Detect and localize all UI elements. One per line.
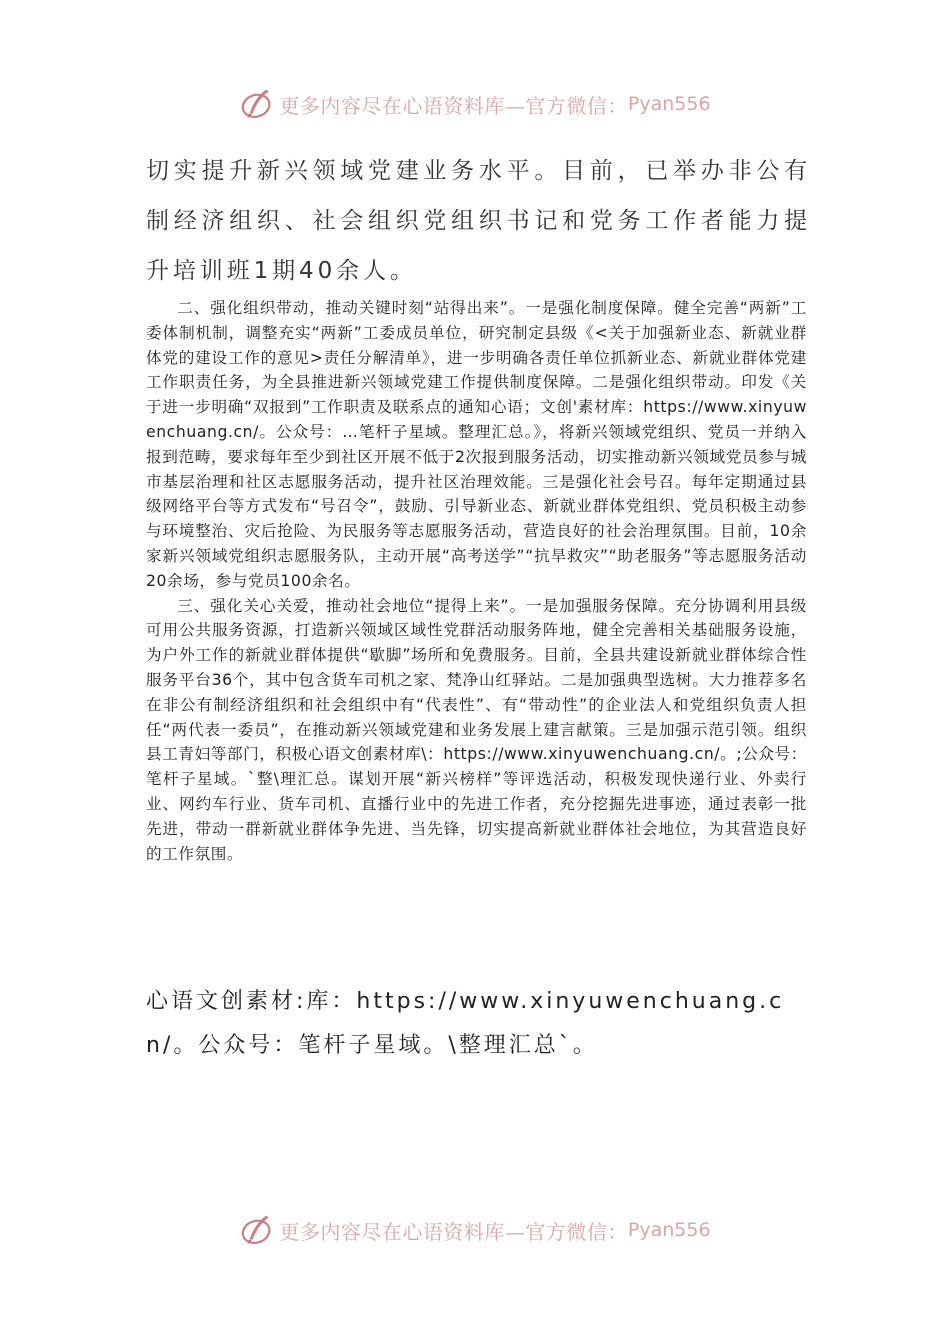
document-body — [146, 296, 807, 866]
paragraph-section-three: 三、强化关心关爱，推动社会地位“提得上来”。一是加强服务保障。充分协调利用县级可用公共服务资源，打造新兴领域区域性党群活动服务阵地，健全完善相关基础服务设施，为户外工作的新就业群体提供“歇脚”场所和免费服务。目前，全县共建设新就业群体综合性服务平台36个，其中包含货车司机之家、梵净山红驿站。二是加强典型选树。大力推荐多名在非公有制经济组织和社会组织中有“代表性”、有“带动性”的企业法人和党组织负责人担任“两代表一委员”，在推动新兴领域党建和业务发展上建言献策。三是加强示范引领。组织县工青妇等部门，积极心语文创素材库\：https://www.xinyuwenchuang.cn/。;公众号：笔杆子星域。`整\理汇总。谋划开展“新兴榜样”等评选活动，积极发现快递行业、外卖行业、网约车行业、货车司机、直播行业中的先进工作者，充分挖掘先进事迹，通过表彰一批先进，带动一群新就业群体争先进、当先锋，切实提高新就业群体社会地位，为其营造良好的工作氛围。 — [146, 596, 807, 863]
footer-watermark — [0, 1210, 950, 1250]
watermark-text: 更多内容尽在心语资料库—官方微信： — [279, 1219, 628, 1244]
paragraph-section-two: 二、强化组织带动，推动关键时刻“站得出来”。一是强化制度保障。健全完善“两新”工委体制机制，调整充实“两新”工委成员单位，研究制定县级《<关于加强新业态、新就业群体党的建设工作的意见>责任分解清单》，进一步明确各责任单位抓新业态、新就业群体党建工作职责任务，为全县推进新兴领域党建工作提供制度保障。二是强化组织带动。印发《关于进一步明确“双报到”工作职责及联系点的通知心语；文创'素材库：https://www.xinyuwenchuang.cn/。公众号：…笔杆子星域。整理汇总。》，将新兴领域党组织、党员一并纳入报到范畴，要求每年至少到社区开展不低于2次报到服务活动，切实推动新兴领域党员参与城市基层治理和社区志愿服务活动，提升社区治理效能。三是强化社会号召。每年定期通过县级网络平台等方式发布“号召令”，鼓励、引导新业态、新就业群体党组织、党员积极主动参与环境整治、灾后抢险、为民服务等志愿服务活动，营造良好的社会治理氛围。目前，10余家新兴领域党组织志愿服务队，主动开展“高考送学”“抗旱救灾”“助老服务”等志愿服务活动20余场，参与党员100余名。 — [146, 299, 807, 590]
tail-paragraph: 心语文创素材:库：https://www.xinyuwenchuang.cn/。公众号：笔杆子星域。\整理汇总`。 — [146, 989, 785, 1058]
lead-paragraph: 切实提升新兴领域党建业务水平。目前，已举办非公有制经济组织、社会组织党组织书记和党务工作者能力提升培训班1期40余人。 — [146, 158, 811, 284]
quill-pen-logo-icon — [239, 86, 275, 122]
watermark-wechat-id: Pyan556 — [627, 93, 711, 115]
watermark-wechat-id: Pyan556 — [627, 1219, 711, 1241]
watermark-text: 更多内容尽在心语资料库—官方微信： — [279, 93, 628, 118]
header-watermark — [0, 84, 950, 124]
quill-pen-logo-icon — [239, 1212, 275, 1248]
